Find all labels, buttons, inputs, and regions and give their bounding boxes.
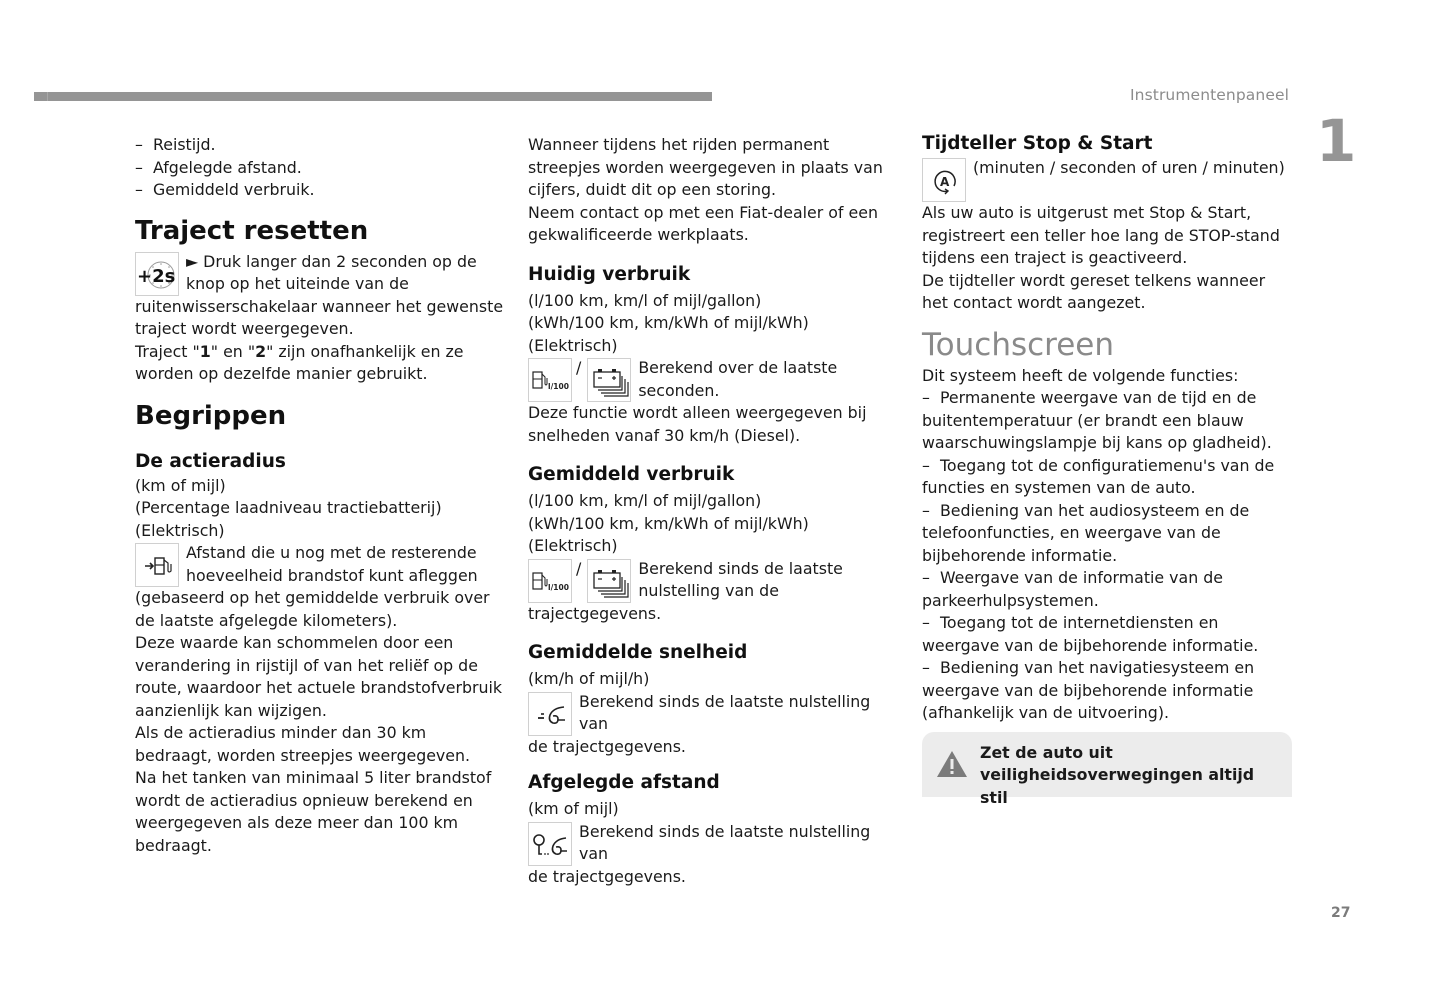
range-unit-1: (km of mijl) (135, 475, 226, 495)
list-item: – Bediening van het navigatiesysteem en weergave van de bijbehorende informatie (afhankelijk van de uitvoering). (922, 657, 1292, 725)
range-fuel-pump-icon (135, 543, 179, 587)
warning-triangle-icon (936, 750, 968, 778)
average-line-2: nulstelling van de (638, 581, 779, 600)
list-item: – Reistijd. (135, 134, 505, 157)
range-paragraph-2: Deze waarde kan schommelen door een verandering in rijstijl of van het reliëf op de route, waardoor het actuele brandstofverbruik aanzienlijk kan wijzigen. (135, 633, 503, 720)
warning-line-2: veiligheidsoverwegingen altijd stil (980, 765, 1255, 807)
svg-text:A: A (940, 175, 950, 189)
average-speed-icon (528, 692, 572, 736)
list-item: – Gemiddeld verbruik. (135, 179, 505, 202)
reset-line-1: ► Druk langer dan 2 seconden op de (186, 251, 477, 271)
average-text: trajectgegevens. (528, 603, 662, 623)
distance-line-1: Berekend sinds de laatste nulstelling van (579, 821, 871, 863)
heading-touchscreen: Touchscreen (922, 326, 1115, 363)
svg-text:l/100: l/100 (548, 382, 569, 391)
column-3 (922, 133, 1292, 807)
warning-line-1: Zet de auto uit (980, 742, 1113, 762)
list-item: – Toegang tot de internetdiensten en weergave van de bijbehorende informatie. (922, 612, 1292, 657)
current-diesel-note: Deze functie wordt alleen weergegeven bij snelheden vanaf 30 km/h (Diesel). (528, 403, 867, 445)
list-item: – Toegang tot de configuratiemenu's van de functies en systemen van de auto. (922, 455, 1292, 500)
distance-travelled-icon (528, 822, 572, 866)
range-unit-3: (Elektrisch) (135, 520, 225, 540)
svg-text:+2s: +2s (137, 265, 176, 287)
dealer-paragraph: Neem contact op met een Fiat-dealer of een gekwalificeerde werkplaats. (528, 202, 878, 244)
heading-stop-start: Tijdteller Stop & Start (922, 133, 1153, 154)
heading-actieradius: De actieradius (135, 450, 286, 472)
range-line-2: hoeveelheid brandstof kunt afleggen (186, 565, 478, 585)
fuel-consumption-icon (528, 559, 572, 603)
range-unit-2: (Percentage laadniveau tractiebatterij) (135, 498, 442, 517)
section-title: Instrumentenpaneel (1130, 86, 1289, 104)
column-1 (135, 134, 505, 857)
stop-start-units: (minuten / seconden of uren / minuten) (973, 158, 1285, 177)
stop-start-auto-icon (922, 158, 966, 202)
reset-line-2: knop op het uiteinde van de (186, 274, 409, 293)
list-item: – Permanente weergave van de tijd en de buitentemperatuur (er brandt een blauw waarschuwingslampje bij kans op gladheid). (922, 387, 1292, 455)
list-item: – Weergave van de informatie van de parkeerhulpsystemen. (922, 567, 1292, 612)
range-line-1: Afstand die u nog met de resterende (186, 543, 477, 562)
chapter-number: 1 (1316, 107, 1357, 175)
page-number: 27 (1331, 905, 1351, 921)
heading-afgelegde-afstand: Afgelegde afstand (528, 772, 720, 793)
stop-start-paragraph-2: De tijdteller wordt gereset telkens wanneer het contact wordt aangezet. (922, 270, 1266, 312)
range-paragraph-3: Als de actieradius minder dan 30 km bedraagt, worden streepjes weergegeven. (135, 723, 471, 765)
touchscreen-intro: Dit systeem heeft de volgende functies: (922, 365, 1239, 385)
speed-line-2: de trajectgegevens. (528, 736, 686, 756)
slash-separator: / (576, 358, 582, 377)
average-line-1: Berekend sinds de laatste (638, 558, 843, 578)
slash-separator: / (576, 558, 582, 578)
range-text: (gebaseerd op het gemiddelde verbruik over de laatste afgelegde kilometers). (135, 588, 490, 630)
heading-gemiddelde-snelheid: Gemiddelde snelheid (528, 642, 748, 663)
reset-paragraph-2: Traject "1" en "2" zijn onafhankelijk en ze worden op dezelfde manier gebruikt. (135, 341, 464, 383)
stop-start-paragraph-1: Als uw auto is uitgerust met Stop & Start, registreert een teller hoe lang de STOP-stand tijdens een traject is geactiveerd. (922, 203, 1280, 267)
header-bar (34, 92, 712, 101)
heading-traject-resetten: Traject resetten (135, 215, 369, 246)
battery-consumption-icon (587, 559, 631, 603)
warning-box (922, 732, 1292, 807)
speed-line-1: Berekend sinds de laatste nulstelling van (579, 691, 871, 733)
list-item: – Bediening van het audiosysteem en de telefoonfuncties, en weergave van de bijbehorende informatie. (922, 500, 1292, 568)
heading-begrippen: Begrippen (135, 400, 287, 431)
battery-consumption-icon (587, 358, 631, 402)
speed-unit: (km/h of mijl/h) (528, 669, 650, 688)
current-line-2: seconden. (638, 380, 720, 400)
reset-text: ruitenwisserschakelaar wanneer het gewenste traject wordt weergegeven. (135, 296, 504, 338)
list-item: – Afgelegde afstand. (135, 157, 505, 180)
svg-text:l/100: l/100 (548, 582, 569, 592)
heading-gemiddeld-verbruik: Gemiddeld verbruik (528, 464, 735, 485)
average-unit-1: (l/100 km, km/l of mijl/gallon) (528, 491, 762, 510)
current-line-1: Berekend over de laatste (638, 358, 838, 377)
fuel-consumption-icon (528, 358, 572, 402)
current-unit-1: (l/100 km, km/l of mijl/gallon) (528, 290, 762, 310)
average-unit-2: (kWh/100 km, km/kWh of mijl/kWh) (Elektrisch) (528, 513, 809, 555)
current-unit-2: (kWh/100 km, km/kWh of mijl/kWh) (Elektrisch) (528, 313, 809, 355)
distance-line-2: de trajectgegevens. (528, 866, 686, 886)
plus-2s-timer-icon (135, 252, 179, 296)
range-paragraph-4: Na het tanken van minimaal 5 liter brandstof wordt de actieradius opnieuw berekend en weergegeven als deze meer dan 100 km bedraagt. (135, 768, 492, 855)
column-2 (528, 134, 903, 888)
dashes-paragraph: Wanneer tijdens het rijden permanent streepjes worden weergegeven in plaats van cijfers, duidt dit op een storing. (528, 135, 883, 199)
distance-unit: (km of mijl) (528, 799, 619, 818)
heading-huidig-verbruik: Huidig verbruik (528, 263, 691, 285)
